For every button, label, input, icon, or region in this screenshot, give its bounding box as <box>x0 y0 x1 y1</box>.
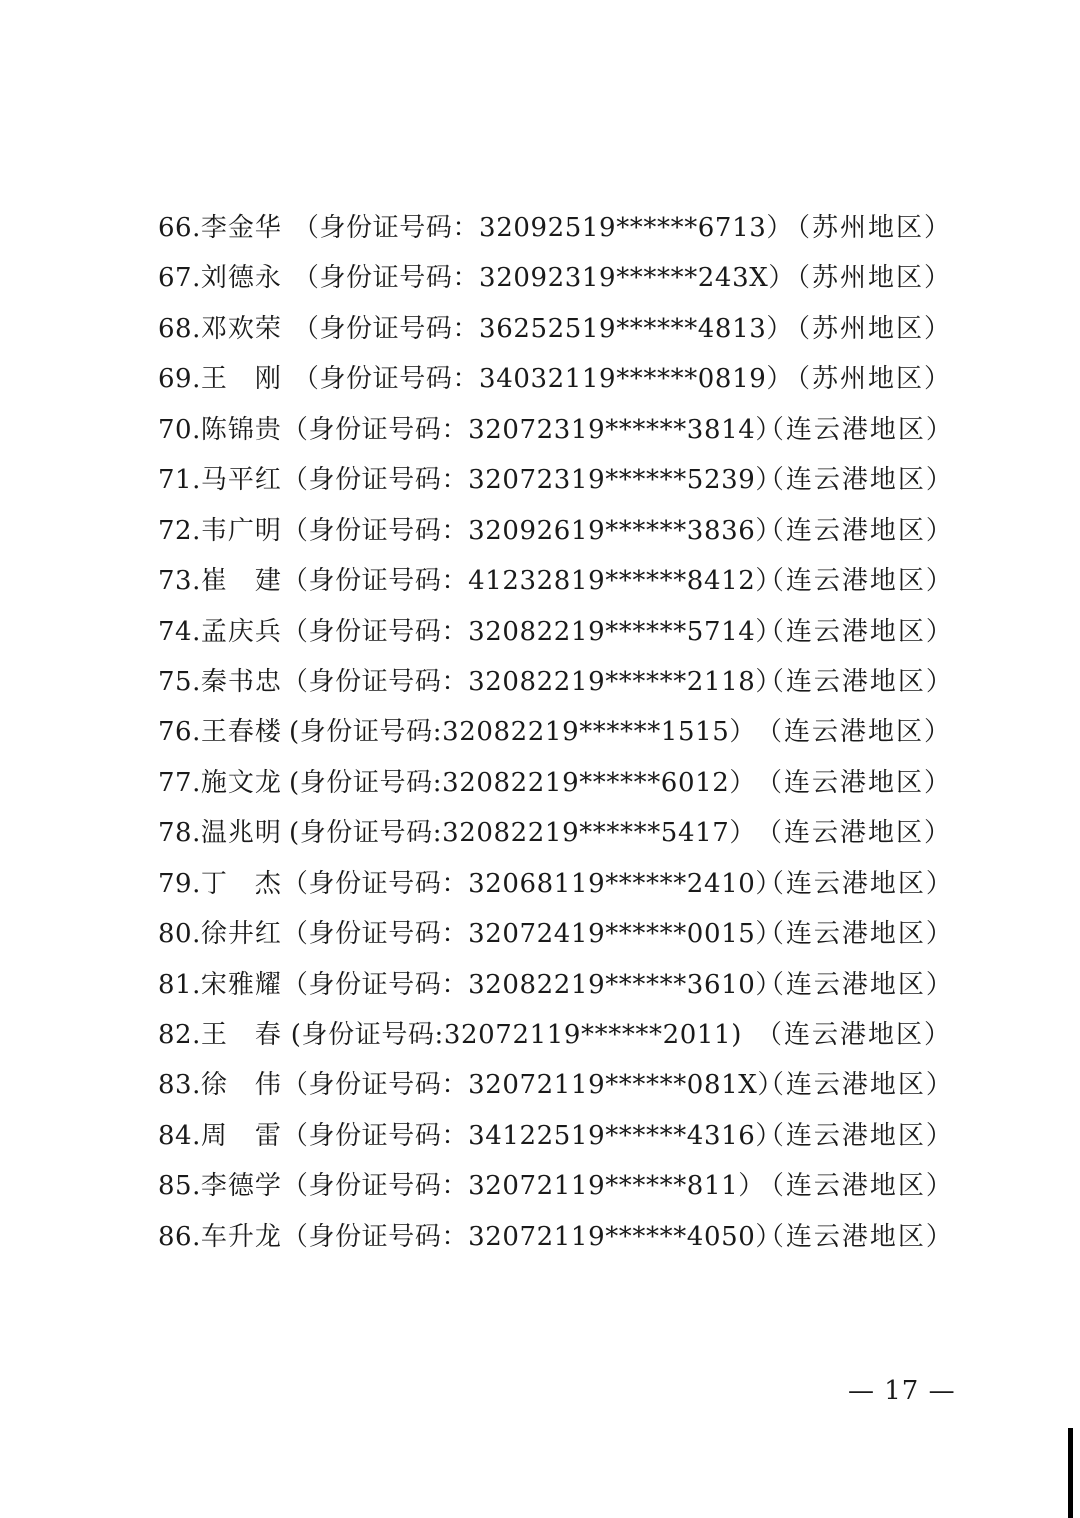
person-name: 李德学 <box>200 1171 282 1202</box>
person-name: 丁 杰 <box>200 868 282 899</box>
entry-number: 86. <box>158 1221 201 1252</box>
id-number: （身份证号码：32072119******081X） <box>281 1070 784 1101</box>
person-name: 施文龙 <box>200 767 282 798</box>
region-label: （苏州地区） <box>783 213 952 243</box>
entry-number: 83. <box>158 1070 201 1101</box>
list-item <box>158 203 958 253</box>
region-label: （连云港地区） <box>757 566 954 597</box>
person-name: 孟庆兵 <box>200 616 282 647</box>
page-number: — 17 — <box>848 1376 956 1406</box>
region-label: （连云港地区） <box>757 414 954 445</box>
region-label: （连云港地区） <box>757 868 954 899</box>
entry-number: 75. <box>158 666 201 697</box>
region-label: （连云港地区） <box>755 717 952 748</box>
entry-number: 78. <box>158 818 201 849</box>
list-item <box>158 1010 958 1060</box>
list-item <box>158 657 958 707</box>
entry-number: 70. <box>158 414 201 445</box>
id-number: （身份证号码：32072419******0015） <box>281 919 782 950</box>
list-item <box>158 1161 958 1211</box>
id-number: （身份证号码：32072319******3814） <box>281 414 782 445</box>
id-number: （身份证号码：32072319******5239） <box>281 465 782 496</box>
region-label: （苏州地区） <box>783 313 952 344</box>
region-label: （连云港地区） <box>757 1120 954 1151</box>
region-label: （连云港地区） <box>757 515 954 546</box>
person-name: 马平红 <box>200 465 282 496</box>
person-name: 徐井红 <box>200 919 282 950</box>
list-item <box>158 1111 958 1161</box>
list-item <box>158 859 958 909</box>
region-label: （连云港地区） <box>757 666 954 697</box>
id-number: （身份证号码：32092519******6713） <box>292 213 793 243</box>
person-name: 车升龙 <box>200 1221 282 1252</box>
region-label: （连云港地区） <box>757 616 954 647</box>
entry-number: 66. <box>158 213 201 243</box>
list-item <box>158 253 958 303</box>
person-name: 温兆明 <box>200 818 282 849</box>
person-name: 徐 伟 <box>200 1070 282 1101</box>
scan-edge-mark <box>1068 1428 1073 1518</box>
entry-number: 80. <box>158 919 201 950</box>
entry-number: 68. <box>158 313 201 344</box>
list-item <box>158 556 958 606</box>
list-item <box>158 1060 958 1110</box>
region-label: （连云港地区） <box>755 1020 952 1050</box>
id-number: (身份证号码:32082219******5417） <box>288 818 756 849</box>
region-label: （连云港地区） <box>757 1171 954 1202</box>
entry-number: 67. <box>158 263 201 294</box>
list-item <box>158 405 958 455</box>
region-label: （连云港地区） <box>757 1221 954 1252</box>
id-number: （身份证号码：32072119******811） <box>281 1171 765 1202</box>
entry-number: 77. <box>158 767 201 798</box>
list-item <box>158 758 958 808</box>
name-list <box>158 203 958 1262</box>
id-number: （身份证号码：41232819******8412） <box>281 566 782 597</box>
entry-number: 85. <box>158 1171 201 1202</box>
region-label: （连云港地区） <box>757 1070 954 1101</box>
id-number: (身份证号码:32072119******2011) <box>290 1020 742 1050</box>
id-number: (身份证号码:32082219******1515） <box>288 717 756 748</box>
entry-number: 72. <box>158 515 201 546</box>
person-name: 王 春 <box>200 1020 282 1050</box>
region-label: （连云港地区） <box>757 969 954 1000</box>
region-label: （苏州地区） <box>783 364 952 395</box>
person-name: 宋雅耀 <box>200 969 282 1000</box>
id-number: （身份证号码：32082219******3610） <box>281 969 782 1000</box>
id-number: （身份证号码：32092319******243X） <box>292 263 795 294</box>
entry-number: 76. <box>158 717 201 748</box>
list-item <box>158 960 958 1010</box>
person-name: 王 刚 <box>200 364 282 395</box>
person-name: 崔 建 <box>200 566 282 597</box>
person-name: 秦书忠 <box>200 666 282 697</box>
person-name: 邓欢荣 <box>200 313 282 344</box>
id-number: （身份证号码：32072119******4050） <box>281 1221 782 1252</box>
id-number: （身份证号码：34032119******0819） <box>292 364 793 395</box>
id-number: （身份证号码：32082219******5714） <box>281 616 782 647</box>
id-number: （身份证号码：32092619******3836） <box>281 515 782 546</box>
list-item <box>158 808 958 858</box>
entry-number: 71. <box>158 465 201 496</box>
list-item <box>158 304 958 354</box>
person-name: 王春楼 <box>200 717 282 748</box>
person-name: 韦广明 <box>200 515 282 546</box>
region-label: （连云港地区） <box>757 465 954 496</box>
region-label: （连云港地区） <box>755 767 952 798</box>
list-item <box>158 707 958 757</box>
region-label: （连云港地区） <box>757 919 954 950</box>
id-number: （身份证号码：36252519******4813） <box>292 313 793 344</box>
list-item <box>158 455 958 505</box>
region-label: （苏州地区） <box>783 263 952 294</box>
list-item <box>158 506 958 556</box>
person-name: 周 雷 <box>200 1120 282 1151</box>
person-name: 李金华 <box>200 213 282 243</box>
person-name: 陈锦贵 <box>200 414 282 445</box>
id-number: （身份证号码：34122519******4316） <box>281 1120 782 1151</box>
id-number: (身份证号码:32082219******6012） <box>288 767 756 798</box>
entry-number: 81. <box>158 969 201 1000</box>
list-item <box>158 354 958 404</box>
region-label: （连云港地区） <box>755 818 952 849</box>
id-number: （身份证号码：32082219******2118） <box>281 666 782 697</box>
list-item <box>158 1212 958 1262</box>
list-item <box>158 909 958 959</box>
entry-number: 74. <box>158 616 201 647</box>
entry-number: 73. <box>158 566 201 597</box>
person-name: 刘德永 <box>200 263 282 294</box>
entry-number: 84. <box>158 1120 201 1151</box>
entry-number: 82. <box>158 1020 201 1050</box>
entry-number: 69. <box>158 364 201 395</box>
list-item <box>158 607 958 657</box>
id-number: （身份证号码：32068119******2410） <box>281 868 782 899</box>
entry-number: 79. <box>158 868 201 899</box>
